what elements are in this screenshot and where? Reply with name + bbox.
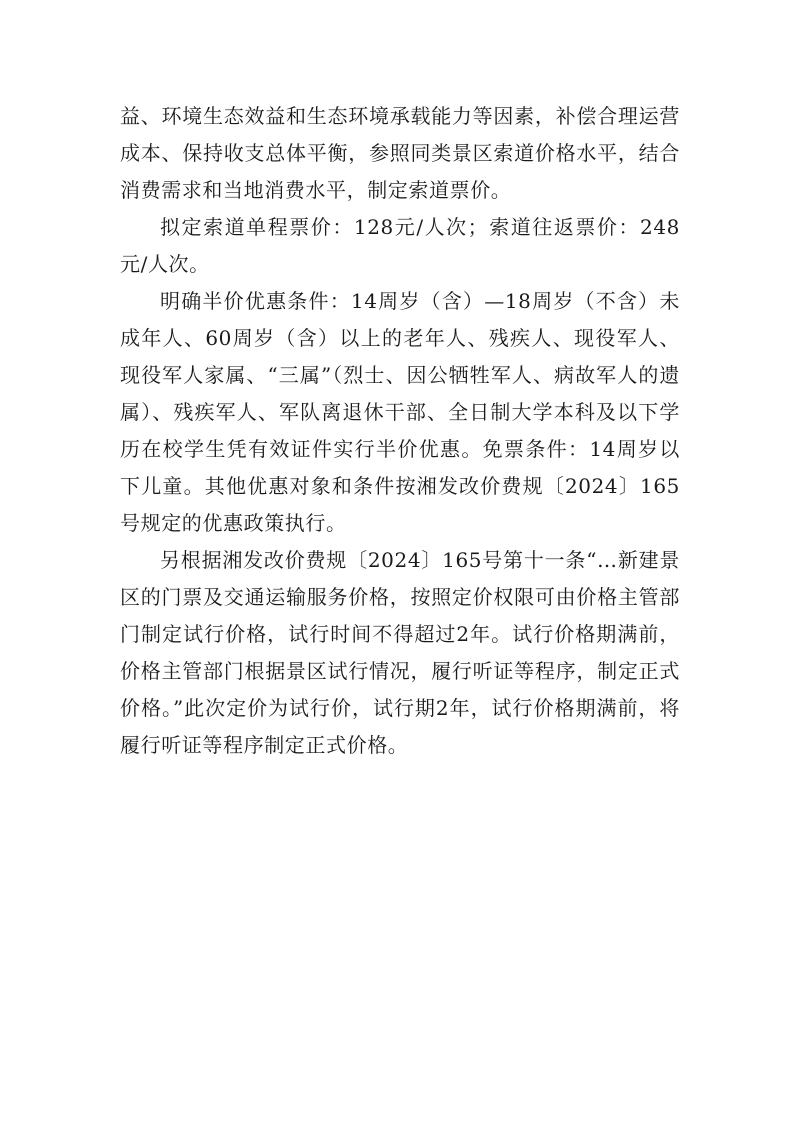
- paragraph-continuation: 益、环境生态效益和生态环境承载能力等因素，补偿合理运营成本、保持收支总体平衡，参照同类景区索道价格水平，结合消费需求和当地消费水平，制定索道票价。: [120, 104, 680, 202]
- paragraph-discount-conditions: 明确半价优惠条件：14周岁（含）—18周岁（不含）未成年人、60周岁（含）以上的老年人、残疾人、现役军人、现役军人家属、“三属”（烈士、因公牺牲军人、病故军人的遗属）、残疾军人、军队离退休干部、全日制大学本科及以下学历在校学生凭有效证件实行半价优惠。免票条件：14周岁以下儿童。其他优惠对象和条件按湘发改价费规〔2024〕165号规定的优惠政策执行。: [120, 289, 680, 535]
- paragraph-trial-pricing: 另根据湘发改价费规〔2024〕165号第十一条“…新建景区的门票及交通运输服务价格，按照定价权限可由价格主管部门制定试行价格，试行时间不得超过2年。试行价格期满前，价格主管部门根据景区试行情况，履行听证等程序，制定正式价格。”此次定价为试行价，试行期2年，试行价格期满前，将履行听证等程序制定正式价格。: [120, 548, 680, 757]
- document-body: [120, 98, 680, 764]
- paragraph-ticket-prices: 拟定索道单程票价：128元/人次；索道往返票价：248元/人次。: [120, 215, 680, 276]
